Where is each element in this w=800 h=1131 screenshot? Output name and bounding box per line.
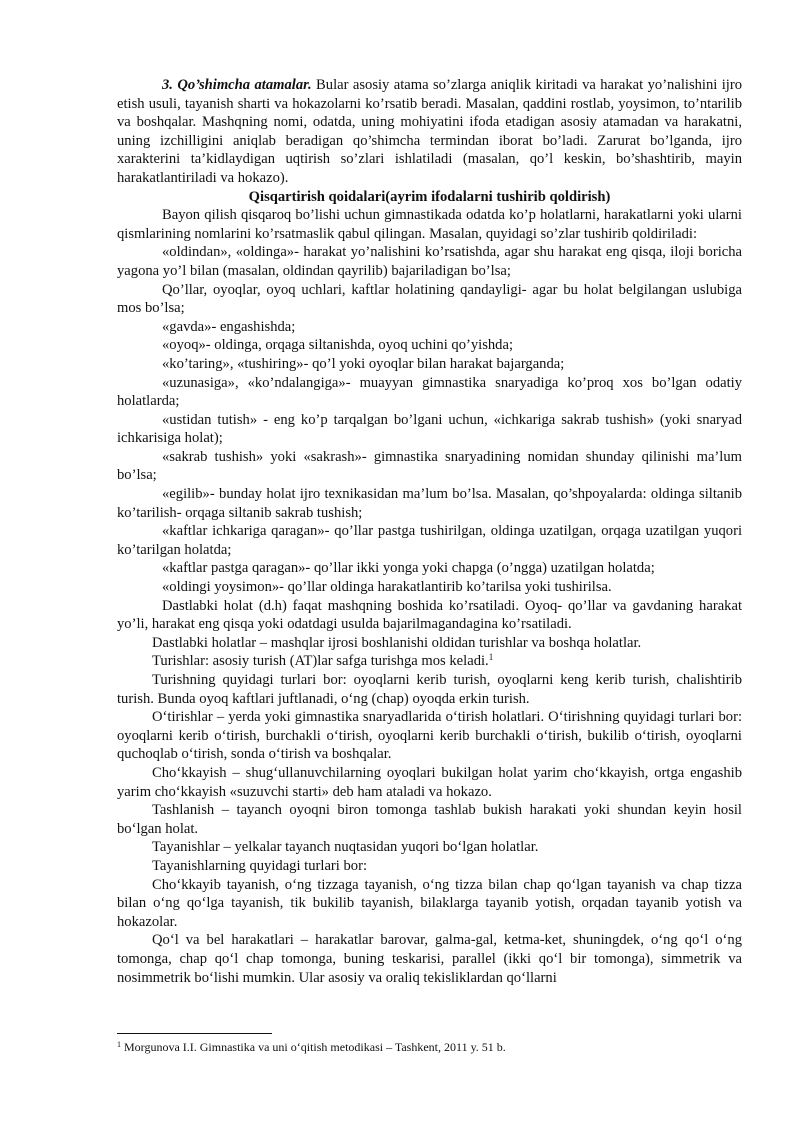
footnote-text: Morgunova I.I. Gimnastika va uni o‘qitish metodikasi – Tashkent, 2011 y. 51 b.: [124, 1040, 506, 1054]
paragraph: Turishning quyidagi turlari bor: oyoqlarni kerib turish, oyoqlarni keng kerib turish, chalishtirib turish. Bunda oyoq kaftlari juftlanadi, o‘ng (chap) oyoqda erkin turish.: [117, 672, 742, 707]
paragraph: Qo‘l va bel harakatlari – harakatlar barovar, galma-gal, ketma-ket, shuningdek, o‘ng qo‘l o‘ng tomonga, chap qo‘l chap tomonga, buning teskarisi, parallel (ikki qo‘l bir tomonga), simmetrik va nosimmetrik bo‘lishi mumkin. Ular asosiy va oraliq tekisliklardan qo‘llarni: [117, 932, 742, 986]
paragraph: Cho‘kkayish – shug‘ullanuvchilarning oyoqlari bukilgan holat yarim cho‘kkayish, ortga engashib yarim cho‘kkayish «suzuvchi starti» deb ham ataladi va hokazo.: [117, 764, 742, 800]
paragraph: Cho‘kkayib tayanish, o‘ng tizzaga tayanish, o‘ng tizza bilan chap qo‘lgan tayanish va chap tizza bilan o‘ng qo‘lga tayanish, tik bukilib tayanish, bilaklarga tayanib yotish, orqadan tayanib yotish va hokazolar.: [117, 876, 742, 930]
document-page: [117, 76, 742, 987]
footnote: [117, 1040, 742, 1055]
section-body: Bular asosiy atama so’zlarga aniqlik kiritadi va harakat yo’nalishini ijro etish usuli, tayanish sharti va hokazolarni ko’rsatib beradi. Masalan, qaddini rostlab, yoysimon, to’ntarilib va boshqalar. Mashqning nomi, odatda, uning mohiyatini ifoda etadigan asosiy atamadan va harakatni, uning izchilligini aniqlab beradigan qo’shimcha termindan iborat bo’ladi. Zarurat bo’lganda, ijro xarakterini ta’kidlaydigan uqtirish so’zlari ishlatiladi (masalan, qo’l keskin, bo’shashtirib, mayin harakatlantiriladi va hokazo).: [117, 77, 742, 186]
paragraph: Tayanishlarning quyidagi turlari bor:: [152, 857, 367, 874]
paragraph: «sakrab tushish» yoki «sakrash»- gimnastika snaryadining nomidan shunday qilinishi ma’lum bo’lsa;: [117, 448, 742, 484]
paragraph: «gavda»- engashishda;: [162, 318, 296, 335]
paragraph: «ustidan tutish» - eng ko’p tarqalgan bo’lgani uchun, «ichkariga sakrab tushish» (yoki snaryad ichkarisiga holat);: [117, 411, 742, 447]
paragraph: «kaftlar ichkariga qaragan»- qo’llar pastga tushirilgan, oldinga uzatilgan, orqaga uzatilgan yuqori ko’tarilgan holatda;: [117, 523, 742, 558]
footnote-marker: 1: [117, 1040, 121, 1049]
section-number: 3.: [162, 77, 173, 93]
paragraph: «egilib»- bunday holat ijro texnikasidan ma’lum bo’lsa. Masalan, qo’shpoyalarda: oldinga siltanib ko’tarilish- orqaga siltanib sakrab tushish;: [117, 486, 742, 521]
paragraph-with-footnote: [117, 652, 742, 671]
paragraph: «uzunasiga», «ko’ndalangiga»- muayyan gimnastika snaryadiga ko’proq xos bo’lgan odatiy holatlarda;: [117, 374, 742, 410]
paragraph: Dastlabki holatlar – mashqlar ijrosi boshlanishi oldidan turishlar va boshqa holatlar.: [152, 634, 642, 651]
section-paragraph: [117, 76, 742, 188]
subsection-heading: Qisqartirish qoidalari(ayrim ifodalarni tushirib qoldirish): [248, 188, 611, 205]
paragraph-text: Turishlar: asosiy turish (AT)lar safga turishga mos keladi.: [152, 653, 489, 670]
footnote-divider: [117, 1033, 272, 1034]
section-title: Qo’shimcha atamalar.: [177, 77, 312, 93]
paragraph: Dastlabki holat (d.h) faqat mashqning boshida ko’rsatiladi. Oyoq- qo’llar va gavdaning harakat yo’li, harakat eng qisqa yoki odatdagi usulda bajarilmagandagina ko’rsatiladi.: [117, 597, 742, 633]
paragraph: Tashlanish – tayanch oyoqni biron tomonga tashlab bukish harakati yoki shundan keyin hosil bo‘lgan holat.: [117, 802, 742, 837]
paragraph: «oldingi yoysimon»- qo’llar oldinga harakatlantirib ko’tarilsa yoki tushirilsa.: [162, 579, 612, 596]
paragraph: Qo’llar, oyoqlar, oyoq uchlari, kaftlar holatining qandayligi- agar bu holat belgilangan uslubiga mos bo’lsa;: [117, 281, 742, 317]
paragraph: «ko’taring», «tushiring»- qo’l yoki oyoqlar bilan harakat bajarganda;: [162, 355, 565, 372]
paragraph: «oyoq»- oldinga, orqaga siltanishda, oyoq uchini qo’yishda;: [162, 337, 514, 354]
paragraph: Bayon qilish qisqaroq bo’lishi uchun gimnastikada odatda ko’p holatlarni, harakatlarni yoki ularni qismlarining nomlarini ko’rsatmaslik qabul qilingan. Masalan, quyidagi so’zlar tushirib qoldiriladi:: [117, 207, 742, 242]
paragraph: «oldindan», «oldinga»- harakat yo’nalishini ko’rsatishda, agar shu harakat eng qisqa, iloji boricha yagona yo’l bilan (masalan, oldindan qayrilib) bajariladigan bo’lsa;: [117, 244, 742, 279]
paragraph: Tayanishlar – yelkalar tayanch nuqtasidan yuqori bo‘lgan holatlar.: [152, 839, 539, 856]
paragraph: «kaftlar pastga qaragan»- qo’llar ikki yonga yoki chapga (o’ngga) uzatilgan holatda;: [162, 560, 655, 577]
paragraph: O‘tirishlar – yerda yoki gimnastika snaryadlarida o‘tirish holatlari. O‘tirishning quyidagi turlari bor: oyoqlarni kerib o‘tirish, burchakli o‘tirish, oyoqlarni kerib burchakli o‘tirish, bukilib o‘tirish, oyoqlarni quchoqlab o‘tirish, sonda o‘tirish va boshqalar.: [117, 709, 742, 763]
footnote-ref: 1: [488, 652, 494, 663]
